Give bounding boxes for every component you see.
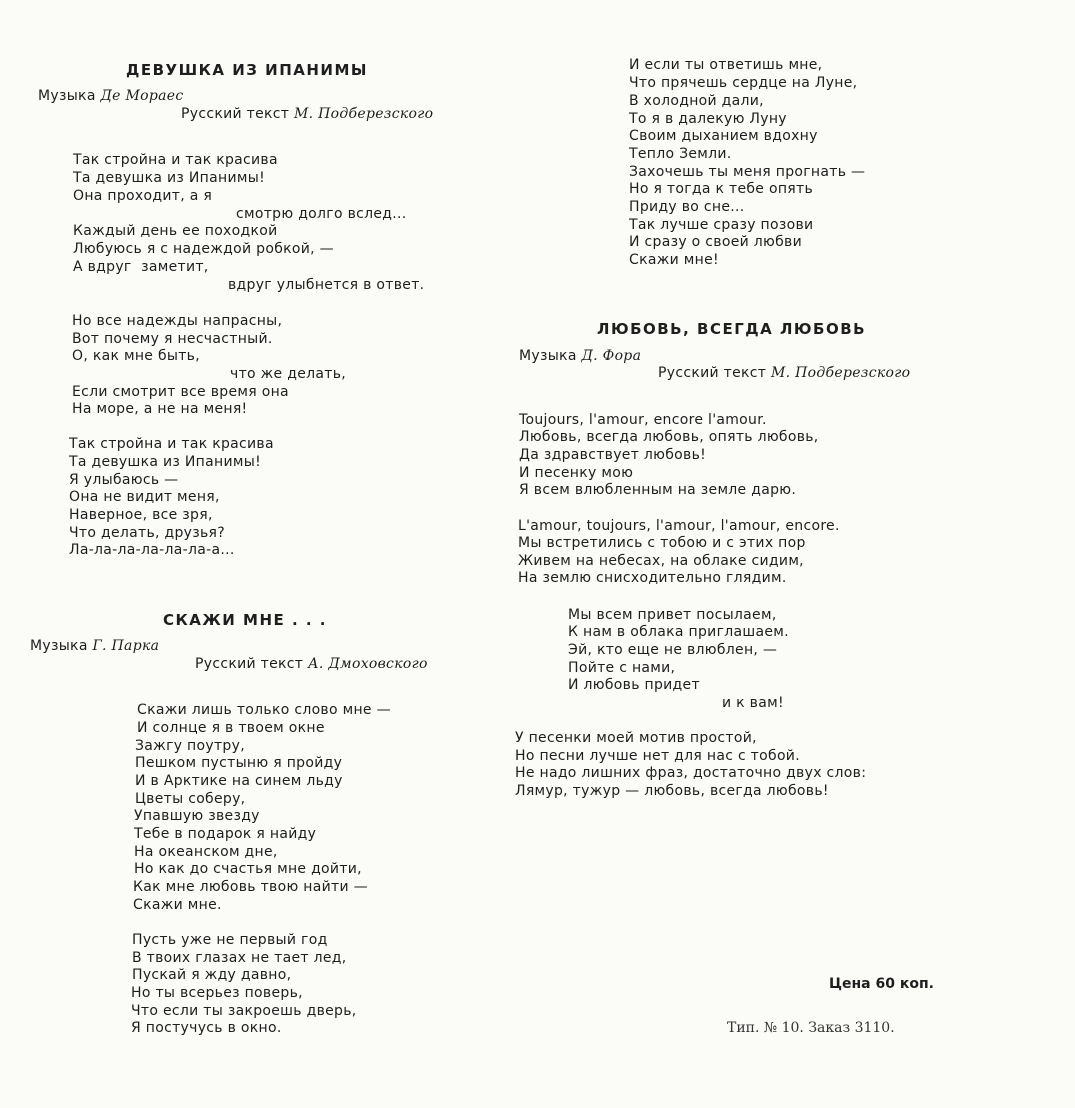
lyric-line: Та девушка из Ипанимы! <box>69 454 261 470</box>
lyric-line: Так стройна и так красива <box>73 152 278 168</box>
music-credit-ipanema <box>38 88 183 104</box>
lyric-line: Пешком пустыню я пройду <box>135 755 343 771</box>
lyric-line: Пусть уже не первый год <box>132 932 328 948</box>
music-label: Музыка <box>38 88 96 104</box>
lyric-line: Но я тогда к тебе опять <box>629 181 814 197</box>
music-credit-lyubov <box>519 348 641 364</box>
lyric-line: Но песни лучше нет для нас с тобой. <box>515 748 800 764</box>
lyric-line: Но все надежды напрасны, <box>72 313 283 329</box>
lyric-line: Тебе в подарок я найду <box>134 826 317 842</box>
lyric-line: О, как мне быть, <box>72 348 200 364</box>
lyric-line: Любовь, всегда любовь, опять любовь, <box>519 429 819 445</box>
lyric-line: Каждый день ее походкой <box>73 223 278 239</box>
lyric-line: Она проходит, а я <box>73 188 213 204</box>
music-label: Музыка <box>519 348 577 364</box>
lyric-line: И если ты ответишь мне, <box>629 57 823 73</box>
lyric-line: Скажи мне! <box>629 252 719 268</box>
lyric-line: Я постучусь в окно. <box>131 1020 282 1036</box>
lyric-line: Своим дыханием вдохну <box>629 128 818 144</box>
lyric-line: На океанском дне, <box>134 844 278 860</box>
lyric-line: Так стройна и так красива <box>69 436 274 452</box>
lyric-line: Наверное, все зря, <box>69 507 213 523</box>
text-label: Русский текст <box>181 106 290 122</box>
lyric-line: К нам в облака приглашаем. <box>568 624 789 640</box>
lyric-line: Я улыбаюсь — <box>69 472 179 488</box>
lyric-line: Как мне любовь твою найти — <box>133 879 368 895</box>
lyric-line: Пускай я жду давно, <box>132 967 292 983</box>
lyric-line: Но ты всерьез поверь, <box>131 985 303 1001</box>
lyric-line: И песенку мою <box>519 465 634 481</box>
lyric-line: На землю снисходительно глядим. <box>518 570 787 586</box>
lyric-line: вдруг улыбнется в ответ. <box>228 277 425 293</box>
music-author: Де Мораес <box>100 88 184 104</box>
print-info: Тип. № 10. Заказ 3110. <box>727 1020 895 1036</box>
lyric-line: Что если ты закроешь дверь, <box>131 1003 357 1019</box>
lyric-line: То я в далекую Луну <box>629 111 787 127</box>
music-author: Д. Фора <box>581 348 642 364</box>
text-label: Русский текст <box>195 656 304 672</box>
lyric-line: И в Арктике на синем льду <box>135 773 343 789</box>
lyric-line: Мы встретились с тобою и с этих пор <box>518 535 806 551</box>
lyric-line: В твоих глазах не тает лед, <box>132 950 347 966</box>
song-title-ipanema: ДЕВУШКА ИЗ ИПАНИМЫ <box>126 61 368 79</box>
lyric-line: Мы всем привет посылаем, <box>568 607 777 623</box>
lyric-line: Toujours, l'amour, encore l'amour. <box>519 412 767 428</box>
lyric-line: Так лучше сразу позови <box>629 217 814 233</box>
lyric-line: Да здравствует любовь! <box>519 447 707 463</box>
song-title-lyubov: ЛЮБОВЬ, ВСЕГДА ЛЮБОВЬ <box>597 320 867 338</box>
lyric-line: У песенки моей мотив простой, <box>515 730 757 746</box>
lyric-line: Скажи лишь только слово мне — <box>137 702 391 718</box>
text-author: А. Дмоховского <box>307 656 428 672</box>
lyric-line: Если смотрит все время она <box>72 384 289 400</box>
lyric-line: Вот почему я несчастный. <box>72 331 273 347</box>
text-author: М. Подберезского <box>293 106 434 122</box>
lyric-line: Захочешь ты меня прогнать — <box>629 164 866 180</box>
lyric-line: и к вам! <box>722 695 784 711</box>
text-credit-skazhi <box>195 656 428 672</box>
lyric-line: Не надо лишних фраз, достаточно двух слов: <box>515 765 867 781</box>
lyric-line: Что прячешь сердце на Луне, <box>629 75 858 91</box>
lyric-line: Цветы соберу, <box>135 791 246 807</box>
text-label: Русский текст <box>658 365 767 381</box>
lyric-line: Скажи мне. <box>133 897 222 913</box>
lyric-line: Эй, кто еще не влюблен, — <box>568 642 778 658</box>
lyric-line: И сразу о своей любви <box>629 234 802 250</box>
price-label: Цена 60 коп. <box>829 976 934 992</box>
song-title-skazhi: СКАЖИ МНЕ . . . <box>163 611 328 629</box>
lyric-line: L'amour, toujours, l'amour, l'amour, encore. <box>518 518 840 534</box>
lyric-line: смотрю долго вслед... <box>236 206 407 222</box>
lyric-line: Но как до счастья мне дойти, <box>134 861 362 877</box>
lyric-line: Я всем влюбленным на земле дарю. <box>519 482 797 498</box>
music-label: Музыка <box>30 638 88 654</box>
lyric-line: А вдруг заметит, <box>73 259 209 275</box>
music-author: Г. Парка <box>92 638 160 654</box>
lyric-line: Живем на небесах, на облаке сидим, <box>518 553 804 569</box>
lyric-line: Что делать, друзья? <box>69 525 225 541</box>
lyric-line: Та девушка из Ипанимы! <box>73 170 265 186</box>
lyric-line: Любуюсь я с надеждой робкой, — <box>73 241 334 257</box>
lyric-line: Ла-ла-ла-ла-ла-ла-а... <box>69 542 235 558</box>
lyric-line: Зажгу поутру, <box>135 738 245 754</box>
lyric-line: Лямур, тужур — любовь, всегда любовь! <box>515 783 829 799</box>
music-credit-skazhi <box>30 638 159 654</box>
lyric-line: И солнце я в твоем окне <box>137 720 325 736</box>
lyric-line: Упавшую звезду <box>134 808 260 824</box>
lyric-line: Она не видит меня, <box>69 489 220 505</box>
text-author: М. Подберезского <box>770 365 911 381</box>
lyric-line: Пойте с нами, <box>568 660 676 676</box>
lyric-line: В холодной дали, <box>629 93 764 109</box>
lyric-line: Приду во сне... <box>629 199 745 215</box>
lyric-line: На море, а не на меня! <box>72 401 248 417</box>
text-credit-ipanema <box>181 106 433 122</box>
lyric-line: И любовь придет <box>568 677 700 693</box>
lyric-line: Тепло Земли. <box>629 146 732 162</box>
text-credit-lyubov <box>658 365 910 381</box>
lyric-line: что же делать, <box>230 366 346 382</box>
